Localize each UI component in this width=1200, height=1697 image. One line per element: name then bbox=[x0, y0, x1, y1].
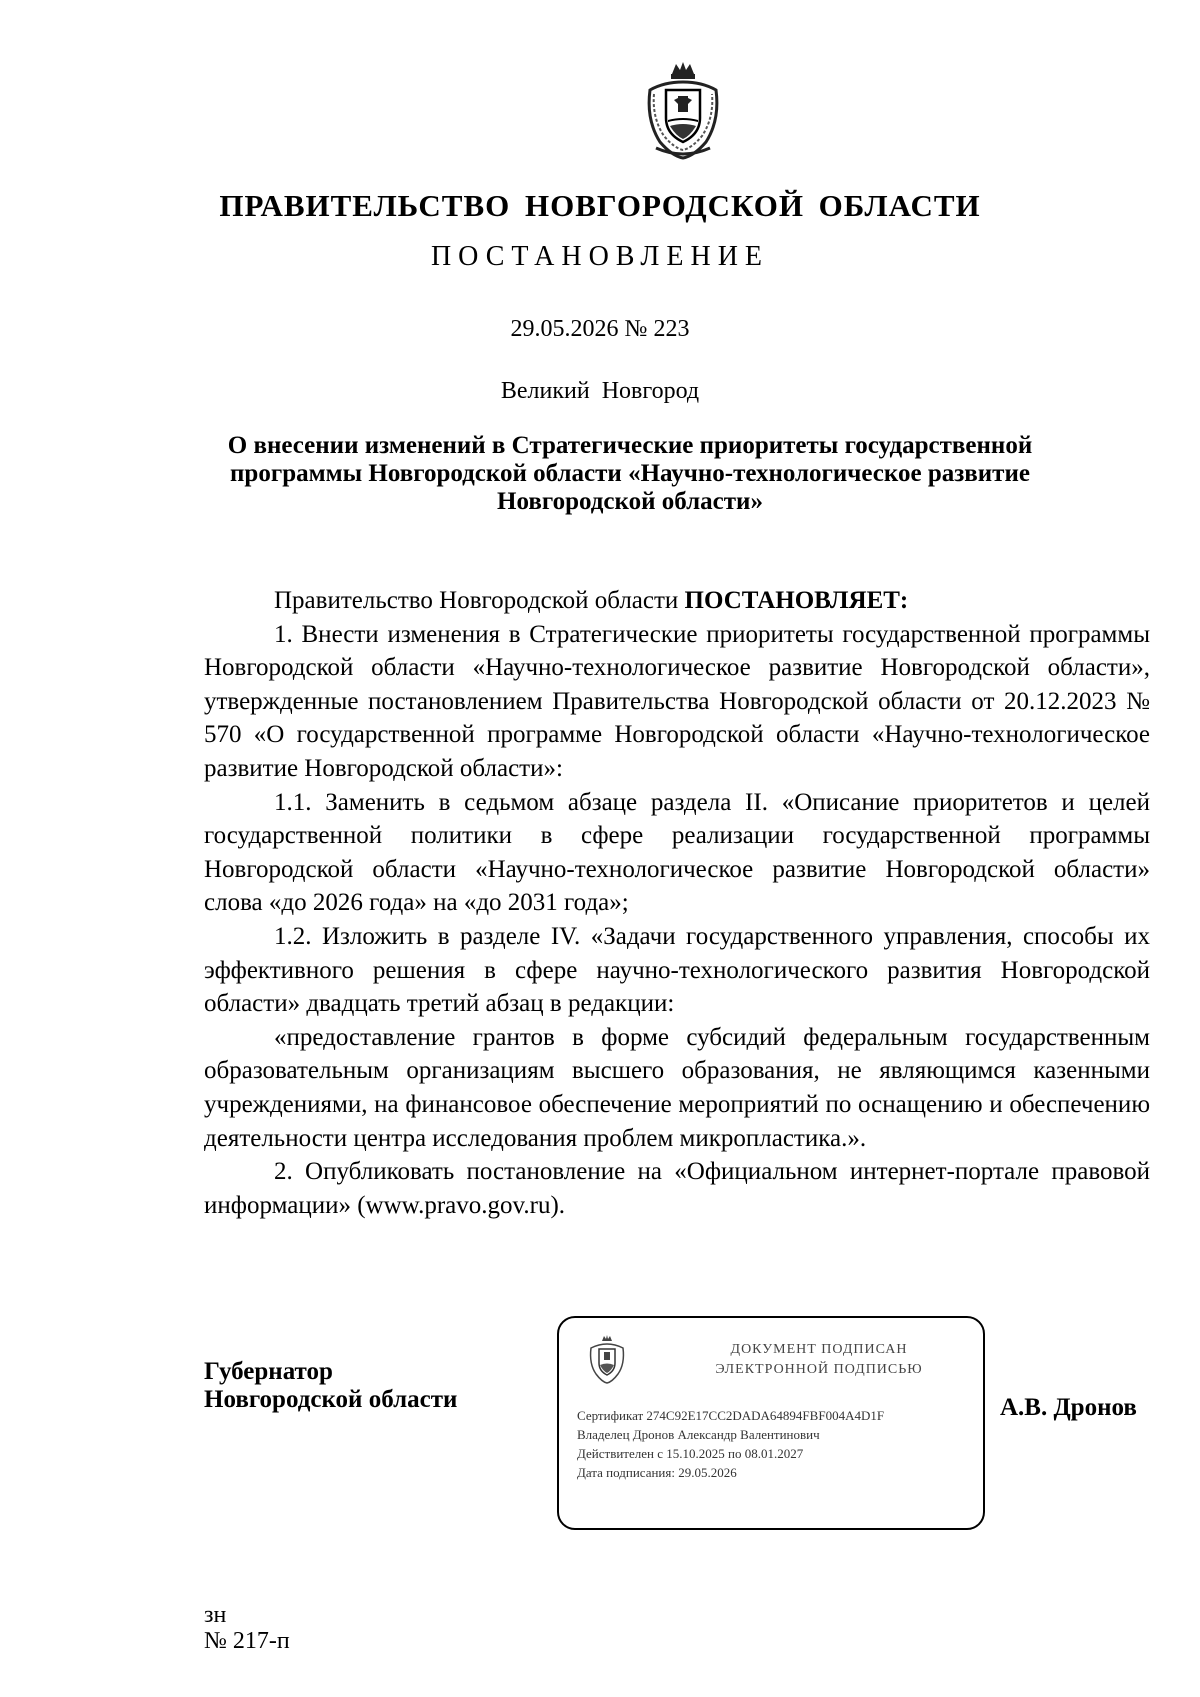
signer-title-line: Губернатор bbox=[204, 1358, 333, 1385]
paragraph-1-1: 1.1. Заменить в седьмом абзаце раздела II. «Описание приоритетов и целей государственной политики в сфере реализации государственной программы Новгородской области «Научно-технологическое развитие Новгородской области» слова «до 2026 года» на «до 2031 года»; bbox=[204, 788, 1150, 917]
stamp-details bbox=[577, 1406, 977, 1482]
stamp-sign-date: Дата подписания: 29.05.2026 bbox=[577, 1465, 737, 1480]
stamp-coat-of-arms-icon bbox=[587, 1334, 627, 1384]
footer-reg-number: № 217-п bbox=[204, 1628, 290, 1654]
document-type: ПОСТАНОВЛЕНИЕ bbox=[430, 241, 770, 272]
signer-name: А.В. Дронов bbox=[1000, 1394, 1137, 1421]
paragraph-1-2-quote: «предоставление грантов в форме субсидий федеральным государственным образовательным организациям высшего образования, не являющимся казенными учреждениями, на финансовое обеспечение мероприятий по оснащению и обеспечению деятельности центра исследования проблем микропластика.». bbox=[204, 1023, 1150, 1152]
stamp-heading-line: ДОКУМЕНТ ПОДПИСАН bbox=[730, 1342, 908, 1357]
subject-line: программы Новгородской области «Научно-технологическое развитие bbox=[230, 460, 1030, 487]
subject-line: Новгородской области» bbox=[497, 488, 763, 515]
document-city: Великий Новгород bbox=[500, 378, 700, 404]
footer-initials: зн bbox=[204, 1602, 227, 1628]
document-subject bbox=[200, 432, 1060, 516]
stamp-heading bbox=[669, 1340, 969, 1380]
stamp-owner: Владелец Дронов Александр Валентинович bbox=[577, 1427, 820, 1442]
resolution-lead bbox=[204, 584, 1150, 618]
paragraph-1: 1. Внести изменения в Стратегические приоритеты государственной программы Новгородской области «Научно-технологическое развитие Новгородской области», утвержденные постановлением Правительства Новгородской области от 20.12.2023 № 570 «О государственной программе Новгородской области «Научно-технологическое развитие Новгородской области»: bbox=[204, 620, 1150, 782]
stamp-validity: Действителен с 15.10.2025 по 08.01.2027 bbox=[577, 1446, 804, 1461]
stamp-heading-line: ЭЛЕКТРОННОЙ ПОДПИСЬЮ bbox=[715, 1362, 923, 1377]
stamp-certificate: Сертификат 274C92E17CC2DADA64894FBF004A4D1F bbox=[577, 1408, 885, 1423]
lead-bold: ПОСТАНОВЛЯЕТ: bbox=[684, 587, 909, 614]
subject-line: О внесении изменений в Стратегические приоритеты государственной bbox=[227, 432, 1033, 459]
signer-title bbox=[204, 1358, 457, 1414]
lead-text: Правительство Новгородской области bbox=[274, 587, 685, 614]
document-date-number: 29.05.2026 № 223 bbox=[510, 316, 690, 342]
electronic-signature-stamp bbox=[557, 1316, 985, 1530]
footer-registration bbox=[204, 1602, 290, 1654]
signer-title-line: Новгородской области bbox=[204, 1386, 458, 1413]
paragraph-2: 2. Опубликовать постановление на «Официальном интернет-портале правовой информации» (www.pravo.gov.ru). bbox=[204, 1158, 1150, 1219]
paragraph-1-2: 1.2. Изложить в разделе IV. «Задачи государственного управления, способы их эффективного решения в сфере научно-технологического развития Новгородской области» двадцать третий абзац в редакции: bbox=[204, 922, 1150, 1018]
coat-of-arms-icon bbox=[642, 60, 724, 160]
organization-title: ПРАВИТЕЛЬСТВО НОВГОРОДСКОЙ ОБЛАСТИ bbox=[219, 188, 981, 223]
document-body bbox=[204, 584, 1150, 1222]
